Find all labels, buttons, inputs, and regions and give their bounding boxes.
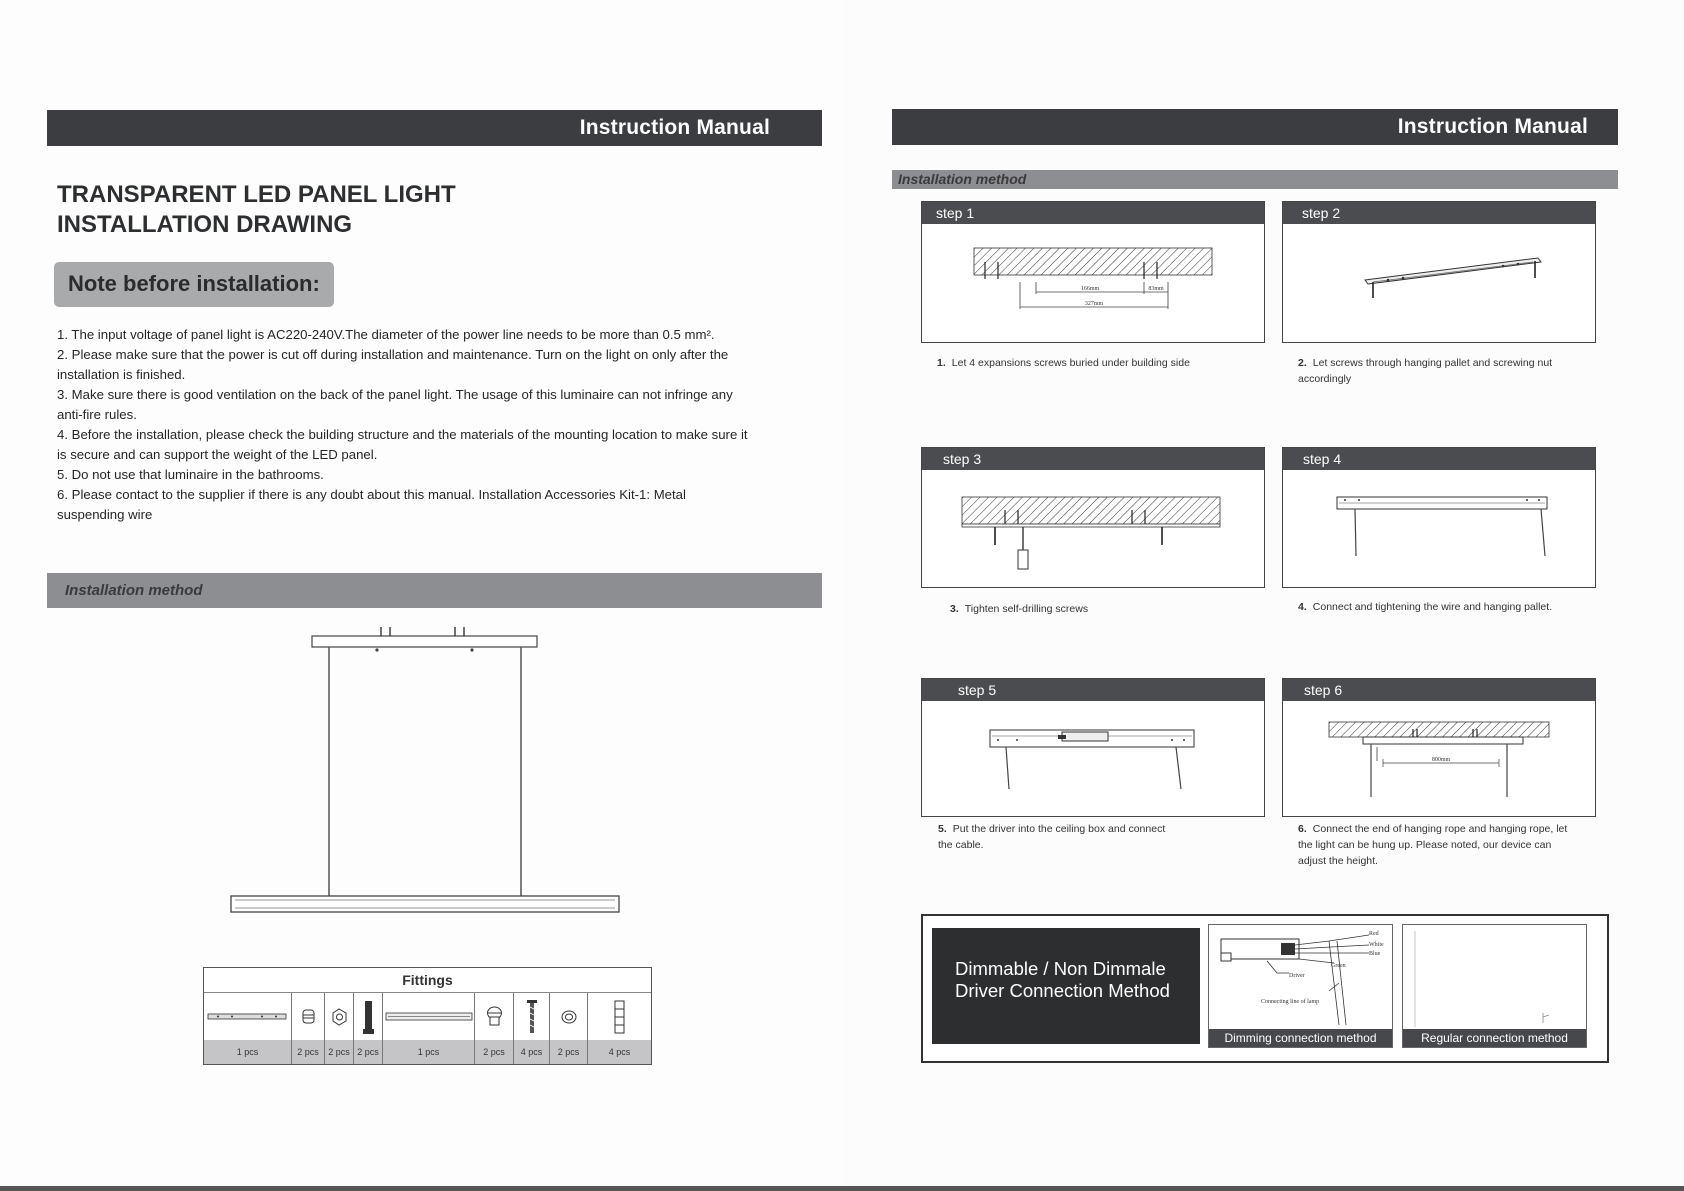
dim-800: 800mm bbox=[1431, 757, 1451, 763]
step-5-panel bbox=[921, 678, 1265, 817]
fitting-qty: 2 pcs bbox=[475, 1040, 514, 1064]
dimming-connection-panel bbox=[1208, 924, 1393, 1048]
step-5-caption: 5. Put the driver into the ceiling box and connect the cable. bbox=[938, 823, 1166, 851]
step-1-caption: 1. Let 4 expansions screws buried under building side bbox=[937, 357, 1190, 369]
note-item: 5. Do not use that luminaire in the bathrooms. bbox=[57, 467, 324, 482]
dimming-connection-label: Dimming connection method bbox=[1209, 1029, 1392, 1047]
step-6-caption: 6. Connect the end of hanging rope and hanging rope, let the light can be hung up. Please noted, our device can adjust the height. bbox=[1298, 823, 1568, 867]
wire-green: Green bbox=[1331, 963, 1346, 969]
step-4-header bbox=[1283, 448, 1595, 470]
driver-text: Driver bbox=[1289, 973, 1305, 979]
note-heading: Note before installation: bbox=[68, 271, 320, 296]
notes-list bbox=[57, 325, 757, 525]
step-6-panel bbox=[1282, 678, 1596, 817]
fitting-qty: 2 pcs bbox=[354, 1040, 383, 1064]
fittings-table bbox=[203, 967, 652, 1065]
note-heading-box bbox=[54, 262, 334, 307]
fitting-qty: 2 pcs bbox=[325, 1040, 354, 1064]
step-2-caption: 2. Let screws through hanging pallet and screwing nut accordingly bbox=[1298, 357, 1553, 385]
step-3-label: step 3 bbox=[943, 451, 982, 467]
step-6-header bbox=[1283, 679, 1595, 701]
fittings-icons-row bbox=[204, 992, 651, 1041]
step-3-panel bbox=[921, 447, 1265, 588]
fitting-qty: 1 pcs bbox=[204, 1040, 292, 1064]
note-item: 3. Make sure there is good ventilation on the back of the panel light. The usage of this luminaire can not infringe any anti-fire rules. bbox=[57, 387, 733, 422]
step-1-header bbox=[922, 202, 1264, 224]
step-5-label: step 5 bbox=[958, 682, 997, 698]
installation-method-label: Installation method bbox=[898, 171, 1027, 187]
step-2-label: step 2 bbox=[1302, 205, 1341, 221]
note-item: 6. Please contact to the supplier if there is any doubt about this manual. Installation Accessories Kit-1: Metal suspending wire bbox=[57, 487, 686, 522]
anchor-icon bbox=[588, 993, 651, 1041]
step-1-panel bbox=[921, 201, 1265, 343]
nut-icon bbox=[325, 993, 354, 1041]
driver-title-block bbox=[932, 928, 1200, 1044]
washer-icon bbox=[550, 993, 588, 1041]
header-title: Instruction Manual bbox=[579, 116, 770, 139]
wire-white: White bbox=[1369, 942, 1384, 948]
dim-total: 327mm bbox=[1084, 301, 1104, 307]
step-2-header bbox=[1283, 202, 1595, 224]
fitting-qty: 2 pcs bbox=[550, 1040, 588, 1064]
bolt-icon bbox=[354, 993, 383, 1041]
fittings-title: Fittings bbox=[402, 972, 453, 988]
fitting-qty: 4 pcs bbox=[608, 1047, 631, 1057]
installation-drawing bbox=[225, 620, 625, 920]
installation-method-bar bbox=[892, 170, 1618, 189]
fitting-qty: 1 pcs bbox=[383, 1040, 475, 1064]
step-6-label: step 6 bbox=[1304, 682, 1343, 698]
step-1-label: step 1 bbox=[936, 205, 975, 221]
note-item: 2. Please make sure that the power is cut off during installation and maintenance. Turn on the light on only after the installation is finished. bbox=[57, 347, 729, 382]
installation-method-bar bbox=[47, 573, 822, 608]
dim-inner: 166mm bbox=[1080, 286, 1100, 292]
cap-icon bbox=[292, 993, 325, 1041]
step-4-caption: 4. Connect and tightening the wire and hanging pallet. bbox=[1298, 601, 1553, 613]
step-4-label: step 4 bbox=[1303, 451, 1342, 467]
rail-icon bbox=[204, 993, 292, 1041]
step-3-header bbox=[922, 448, 1264, 470]
step-3-caption: 3. Tighten self-drilling screws bbox=[950, 603, 1089, 615]
step-4-panel bbox=[1282, 447, 1596, 588]
header-bar bbox=[47, 110, 822, 146]
installation-method-label: Installation method bbox=[65, 582, 203, 599]
expansion-icon bbox=[475, 993, 514, 1041]
dim-side: 83mm bbox=[1148, 286, 1164, 292]
step-2-panel bbox=[1282, 201, 1596, 343]
document-title: TRANSPARENT LED PANEL LIGHT INSTALLATION DRAWING bbox=[57, 181, 456, 238]
wire-blue: Blue bbox=[1369, 951, 1381, 957]
screw-icon bbox=[514, 993, 550, 1041]
fitting-qty: 4 pcs bbox=[514, 1040, 550, 1064]
regular-connection-label: Regular connection method bbox=[1403, 1029, 1586, 1047]
note-item: 1. The input voltage of panel light is AC220-240V.The diameter of the power line needs to be more than 0.5 mm². bbox=[57, 327, 715, 342]
connecting-line-text: Connecting line of lamp bbox=[1261, 999, 1320, 1005]
page-bottom-edge bbox=[0, 1186, 1684, 1191]
fittings-quantity-row bbox=[204, 1040, 651, 1064]
wire-red: Red bbox=[1369, 931, 1379, 937]
fitting-qty: 2 pcs bbox=[292, 1040, 325, 1064]
step-5-header bbox=[922, 679, 1264, 701]
note-item: 4. Before the installation, please check the building structure and the materials of the mounting location to make sure it is secure and can support the weight of the LED panel. bbox=[57, 427, 748, 462]
pallet-icon bbox=[383, 993, 475, 1041]
driver-connection-box bbox=[921, 914, 1609, 1063]
header-title: Instruction Manual bbox=[1397, 115, 1588, 138]
header-bar bbox=[892, 109, 1618, 145]
driver-title: Dimmable / Non Dimmale Driver Connection Method bbox=[955, 958, 1170, 1001]
regular-connection-panel bbox=[1402, 924, 1587, 1048]
